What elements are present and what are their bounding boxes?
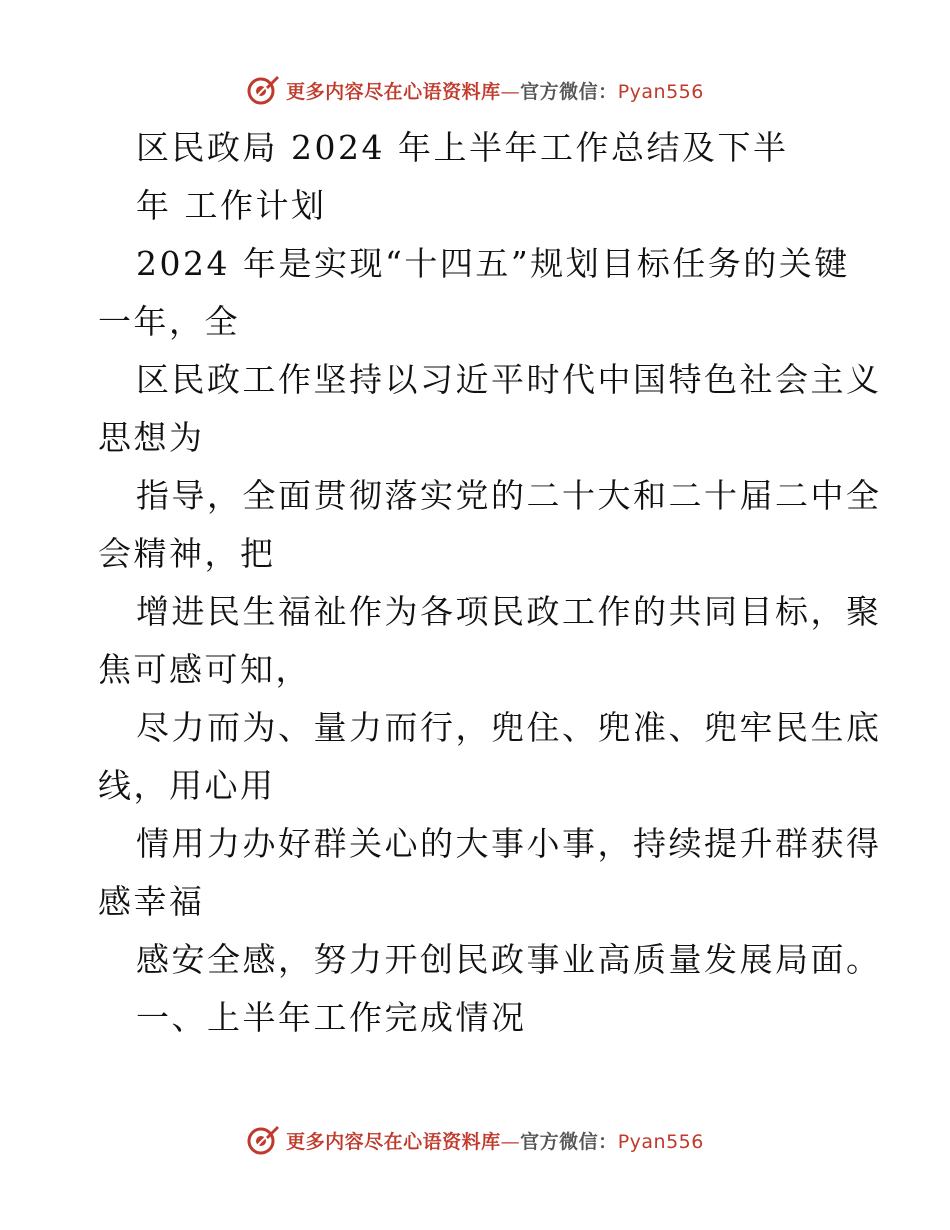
body-line: 感幸福 bbox=[98, 882, 205, 921]
section-heading: 一、上半年工作完成情况 bbox=[136, 998, 527, 1037]
body-line: 指导，全面贯彻落实党的二十大和二十届二中全 bbox=[136, 476, 882, 515]
banner-main: 更多内容尽在心语资料库 bbox=[286, 80, 501, 103]
document-title-line-2: 年 工作计划 bbox=[136, 186, 327, 225]
body-line: 线，用心用 bbox=[98, 766, 276, 805]
banner-sub: 官方微信： bbox=[520, 1130, 618, 1153]
body-line: 增进民生福祉作为各项民政工作的共同目标，聚 bbox=[136, 592, 882, 631]
body-line: 尽力而为、量力而行，兜住、兜准、兜牢民生底 bbox=[136, 708, 882, 747]
pen-logo-icon bbox=[246, 1123, 280, 1157]
banner-wechat-id: Pyan556 bbox=[617, 80, 704, 103]
banner-main: 更多内容尽在心语资料库 bbox=[286, 1130, 501, 1153]
document-title-line-1: 区民政局 2024 年上半年工作总结及下半 bbox=[136, 128, 789, 167]
banner-dash: — bbox=[500, 80, 521, 103]
body-line: 2024 年是实现“十四五”规划目标任务的关键 bbox=[136, 244, 850, 283]
banner-text bbox=[286, 77, 704, 104]
banner-sub: 官方微信： bbox=[520, 80, 618, 103]
banner-wechat-id: Pyan556 bbox=[617, 1130, 704, 1153]
banner-dash: — bbox=[500, 1130, 521, 1153]
body-line: 会精神，把 bbox=[98, 534, 276, 573]
body-line: 焦可感可知， bbox=[98, 650, 311, 689]
body-line: 一年，全 bbox=[98, 302, 240, 341]
banner-text bbox=[286, 1127, 704, 1154]
body-line: 感安全感，努力开创民政事业高质量发展局面。 bbox=[136, 940, 882, 979]
footer-banner bbox=[0, 1120, 950, 1160]
body-line: 区民政工作坚持以习近平时代中国特色社会主义 bbox=[136, 360, 882, 399]
pen-logo-icon bbox=[246, 73, 280, 107]
body-line: 情用力办好群关心的大事小事，持续提升群获得 bbox=[136, 824, 882, 863]
header-banner bbox=[0, 70, 950, 110]
body-line: 思想为 bbox=[98, 418, 205, 457]
